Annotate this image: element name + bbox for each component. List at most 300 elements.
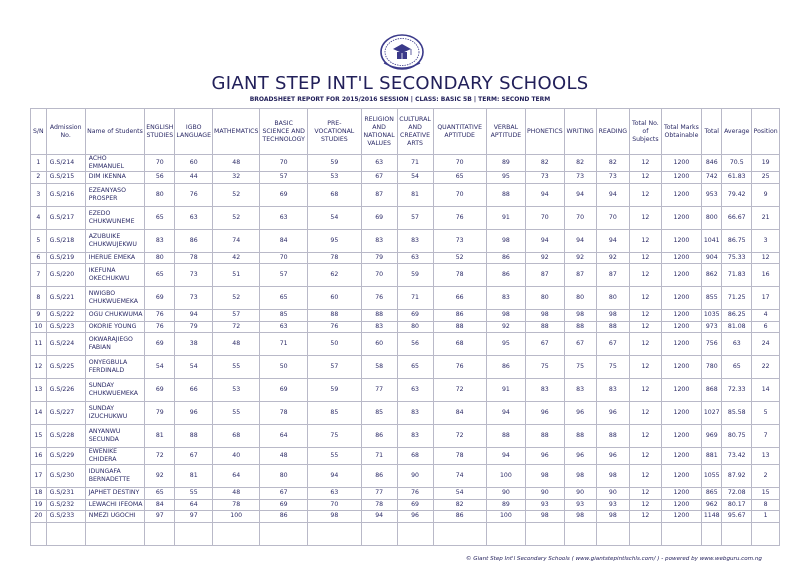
table-cell: 63 [307, 488, 361, 500]
table-cell: 18 [31, 488, 47, 500]
table-cell: 80 [397, 321, 433, 333]
table-cell: 53 [213, 379, 260, 402]
table-cell: 94 [486, 448, 525, 465]
table-cell: 94 [564, 229, 596, 252]
table-cell: 72.08 [722, 488, 752, 500]
table-cell: 96 [175, 402, 213, 425]
table-cell: 76 [397, 488, 433, 500]
table-cell: 80 [564, 287, 596, 310]
table-cell: 80.75 [722, 425, 752, 448]
table-cell: 74 [433, 465, 486, 488]
table-cell: 13 [31, 379, 47, 402]
table-cell: 80 [145, 252, 175, 264]
table-cell: 70 [260, 252, 308, 264]
table-cell: 86 [486, 264, 525, 287]
school-name: GIANT STEP INT'L SECONDARY SCHOOLS [211, 73, 589, 94]
table-cell: 1200 [661, 252, 702, 264]
table-cell: 88 [525, 321, 564, 333]
table-cell: 11 [31, 333, 47, 356]
table-cell: 14 [752, 379, 780, 402]
admission-no-cell: G.S/231 [46, 488, 85, 500]
table-cell: 62 [307, 264, 361, 287]
admission-no-cell: G.S/215 [46, 172, 85, 184]
table-cell: 9 [752, 183, 780, 206]
table-cell: 1 [31, 155, 47, 172]
table-cell: 86 [486, 252, 525, 264]
table-cell: 5 [31, 229, 47, 252]
table-cell: 6 [752, 321, 780, 333]
table-cell: 12 [630, 172, 662, 184]
table-cell: 73 [175, 264, 213, 287]
table-cell: 1200 [661, 379, 702, 402]
admission-no-cell: G.S/225 [46, 356, 85, 379]
table-cell: 13 [752, 448, 780, 465]
table-cell: 38 [175, 333, 213, 356]
table-cell: 1200 [661, 511, 702, 523]
table-cell: 42 [213, 252, 260, 264]
table-cell: 1200 [661, 172, 702, 184]
table-cell: 19 [752, 155, 780, 172]
table-cell: 78 [260, 402, 308, 425]
table-cell: 71 [361, 448, 397, 465]
table-cell: 69 [260, 183, 308, 206]
empty-cell [564, 522, 596, 545]
table-cell: 94 [175, 310, 213, 322]
table-cell: 87.92 [722, 465, 752, 488]
table-cell: 88 [307, 310, 361, 322]
empty-cell [486, 522, 525, 545]
table-cell: 1200 [661, 402, 702, 425]
table-cell: 59 [307, 155, 361, 172]
table-cell: 48 [260, 448, 308, 465]
table-cell: 96 [525, 448, 564, 465]
table-cell: 78 [361, 499, 397, 511]
table-cell: 72 [145, 448, 175, 465]
table-cell: 1041 [702, 229, 722, 252]
table-cell: 63 [397, 252, 433, 264]
table-cell: 90 [525, 488, 564, 500]
empty-cell [31, 522, 47, 545]
table-cell: 91 [486, 379, 525, 402]
table-cell: 94 [486, 402, 525, 425]
table-cell: 4 [31, 206, 47, 229]
table-cell: 12 [752, 252, 780, 264]
table-cell: 19 [31, 499, 47, 511]
table-cell: 70 [525, 206, 564, 229]
admission-no-cell: G.S/221 [46, 287, 85, 310]
table-cell: 83 [486, 287, 525, 310]
table-cell: 12 [630, 488, 662, 500]
table-cell: 12 [630, 310, 662, 322]
table-cell: 80 [145, 183, 175, 206]
table-cell: 92 [486, 321, 525, 333]
table-cell: 86 [486, 356, 525, 379]
table-row [31, 425, 780, 448]
table-cell: 14 [31, 402, 47, 425]
table-row [31, 172, 780, 184]
table-cell: 65 [433, 172, 486, 184]
table-cell: 98 [596, 511, 630, 523]
student-name-cell: ANYANWU SECUNDA [85, 425, 145, 448]
table-cell: 98 [596, 465, 630, 488]
table-row [31, 499, 780, 511]
table-cell: 3 [752, 229, 780, 252]
table-cell: 84 [145, 499, 175, 511]
table-cell: 95.67 [722, 511, 752, 523]
table-cell: 52 [213, 287, 260, 310]
table-cell: 72 [213, 321, 260, 333]
table-cell: 86 [361, 425, 397, 448]
table-cell: 12 [31, 356, 47, 379]
table-cell: 1 [752, 511, 780, 523]
table-cell: 3 [31, 183, 47, 206]
table-cell: 17 [752, 287, 780, 310]
table-cell: 12 [630, 511, 662, 523]
table-cell: 1200 [661, 448, 702, 465]
table-cell: 74 [213, 229, 260, 252]
column-header: Admission No. [46, 109, 85, 155]
table-row [31, 379, 780, 402]
table-cell: 780 [702, 356, 722, 379]
table-cell: 846 [702, 155, 722, 172]
table-cell: 80 [260, 465, 308, 488]
empty-cell [433, 522, 486, 545]
student-name-cell: EZEDO CHUKWUNEME [85, 206, 145, 229]
table-cell: 75.33 [722, 252, 752, 264]
table-cell: 25 [752, 172, 780, 184]
table-cell: 86 [260, 511, 308, 523]
school-crest-icon [379, 33, 425, 71]
table-cell: 15 [752, 488, 780, 500]
table-cell: 76 [145, 310, 175, 322]
table-cell: 742 [702, 172, 722, 184]
column-header: PHONETICS [525, 109, 564, 155]
table-cell: 8 [31, 287, 47, 310]
table-cell: 88 [361, 310, 397, 322]
table-cell: 54 [175, 356, 213, 379]
table-cell: 12 [630, 252, 662, 264]
table-row [31, 488, 780, 500]
table-cell: 60 [361, 333, 397, 356]
table-cell: 82 [433, 499, 486, 511]
table-cell: 72 [433, 425, 486, 448]
column-header: WRITING [564, 109, 596, 155]
table-cell: 8 [752, 499, 780, 511]
table-cell: 72 [433, 379, 486, 402]
table-cell: 65 [145, 206, 175, 229]
table-cell: 54 [145, 356, 175, 379]
table-cell: 12 [630, 321, 662, 333]
table-cell: 94 [596, 229, 630, 252]
table-cell: 24 [752, 333, 780, 356]
table-cell: 868 [702, 379, 722, 402]
table-cell: 12 [630, 425, 662, 448]
table-cell: 855 [702, 287, 722, 310]
table-cell: 70 [145, 155, 175, 172]
student-name-cell: LEWACHI IFEOMA [85, 499, 145, 511]
table-cell: 94 [525, 229, 564, 252]
table-cell: 881 [702, 448, 722, 465]
table-cell: 50 [260, 356, 308, 379]
table-cell: 70 [564, 206, 596, 229]
table-cell: 22 [752, 356, 780, 379]
table-cell: 12 [630, 402, 662, 425]
table-cell: 96 [596, 448, 630, 465]
table-cell: 73.42 [722, 448, 752, 465]
table-row [31, 402, 780, 425]
student-name-cell: ONYEGBULA FERDINALD [85, 356, 145, 379]
table-cell: 15 [31, 425, 47, 448]
table-cell: 85 [361, 402, 397, 425]
table-cell: 12 [630, 356, 662, 379]
table-cell: 12 [630, 183, 662, 206]
table-cell: 904 [702, 252, 722, 264]
table-cell: 73 [525, 172, 564, 184]
table-cell: 80 [525, 287, 564, 310]
table-cell: 69 [361, 206, 397, 229]
student-name-cell: OKWARAJIEGO FABIAN [85, 333, 145, 356]
table-cell: 85 [307, 402, 361, 425]
table-cell: 94 [361, 511, 397, 523]
table-body [31, 155, 780, 546]
table-cell: 1200 [661, 183, 702, 206]
table-cell: 63 [175, 206, 213, 229]
table-cell: 1200 [661, 356, 702, 379]
student-name-cell: OGU CHUKWUMA [85, 310, 145, 322]
table-cell: 55 [307, 448, 361, 465]
table-cell: 68 [433, 333, 486, 356]
column-header: Total No. of Subjects [630, 109, 662, 155]
table-cell: 1200 [661, 229, 702, 252]
table-cell: 70 [361, 264, 397, 287]
table-cell: 69 [145, 379, 175, 402]
table-cell: 98 [525, 310, 564, 322]
empty-cell [752, 522, 780, 545]
table-cell: 88 [486, 183, 525, 206]
table-cell: 70 [307, 499, 361, 511]
table-cell: 96 [564, 448, 596, 465]
table-cell: 63 [397, 379, 433, 402]
table-cell: 57 [260, 172, 308, 184]
table-cell: 93 [596, 499, 630, 511]
table-cell: 76 [175, 183, 213, 206]
table-cell: 969 [702, 425, 722, 448]
table-cell: 92 [145, 465, 175, 488]
table-cell: 96 [397, 511, 433, 523]
table-cell: 70.5 [722, 155, 752, 172]
table-cell: 862 [702, 264, 722, 287]
table-cell: 48 [213, 333, 260, 356]
table-cell: 57 [397, 206, 433, 229]
table-cell: 98 [525, 511, 564, 523]
table-cell: 52 [433, 252, 486, 264]
table-cell: 63 [260, 206, 308, 229]
table-cell: 50 [307, 333, 361, 356]
column-header: MATHEMATICS [213, 109, 260, 155]
table-cell: 85.58 [722, 402, 752, 425]
empty-cell [525, 522, 564, 545]
table-cell: 70 [433, 155, 486, 172]
table-cell: 83 [397, 425, 433, 448]
table-row [31, 229, 780, 252]
table-cell: 79 [145, 402, 175, 425]
footer-credit: © Giant Step Int'l Secondary Schools ( www.giantstepintlschls.com/ ) - powered by www.webguru.com.ng [465, 556, 762, 562]
table-cell: 63 [361, 155, 397, 172]
column-header: CULTURAL AND CREATIVE ARTS [397, 109, 433, 155]
table-row [31, 183, 780, 206]
table-cell: 59 [307, 379, 361, 402]
empty-cell [85, 522, 145, 545]
admission-no-cell: G.S/219 [46, 252, 85, 264]
table-cell: 71 [397, 287, 433, 310]
table-cell: 75 [596, 356, 630, 379]
student-name-cell: NMEZI UGOCHI [85, 511, 145, 523]
table-cell: 64 [175, 499, 213, 511]
table-cell: 89 [486, 499, 525, 511]
table-cell: 1200 [661, 310, 702, 322]
table-cell: 86 [433, 310, 486, 322]
table-cell: 96 [564, 402, 596, 425]
column-header: QUANTITATIVE APTITUDE [433, 109, 486, 155]
table-cell: 63 [260, 321, 308, 333]
table-cell: 56 [397, 333, 433, 356]
column-header: Total Marks Obtainable [661, 109, 702, 155]
column-header: Name of Students [85, 109, 145, 155]
empty-cell [596, 522, 630, 545]
table-cell: 90 [596, 488, 630, 500]
table-cell: 98 [307, 511, 361, 523]
column-header: READING [596, 109, 630, 155]
table-cell: 1200 [661, 206, 702, 229]
table-cell: 75 [564, 356, 596, 379]
table-cell: 75 [307, 425, 361, 448]
column-header: ENGLISH STUDIES [145, 109, 175, 155]
admission-no-cell: G.S/224 [46, 333, 85, 356]
table-cell: 79 [361, 252, 397, 264]
table-cell: 84 [433, 402, 486, 425]
table-cell: 54 [397, 172, 433, 184]
table-cell: 72.33 [722, 379, 752, 402]
table-cell: 7 [31, 264, 47, 287]
table-row [31, 287, 780, 310]
table-cell: 65 [145, 264, 175, 287]
table-cell: 67 [564, 333, 596, 356]
table-cell: 17 [31, 465, 47, 488]
column-header: S/N [31, 109, 47, 155]
table-cell: 51 [213, 264, 260, 287]
table-cell: 60 [307, 287, 361, 310]
table-cell: 79.42 [722, 183, 752, 206]
student-name-cell: EZEANYASO PROSPER [85, 183, 145, 206]
table-cell: 68 [213, 425, 260, 448]
table-cell: 78 [433, 448, 486, 465]
table-cell: 1200 [661, 155, 702, 172]
table-cell: 71.25 [722, 287, 752, 310]
table-cell: 12 [630, 499, 662, 511]
column-header: RELIGION AND NATIONAL VALUES [361, 109, 397, 155]
empty-cell [702, 522, 722, 545]
table-cell: 87 [361, 183, 397, 206]
table-cell: 67 [525, 333, 564, 356]
table-cell: 48 [213, 155, 260, 172]
table-cell: 55 [175, 488, 213, 500]
table-cell: 60 [175, 155, 213, 172]
table-cell: 55 [213, 402, 260, 425]
table-cell: 78 [307, 252, 361, 264]
table-cell: 58 [361, 356, 397, 379]
table-cell: 973 [702, 321, 722, 333]
admission-no-cell: G.S/229 [46, 448, 85, 465]
empty-cell [46, 522, 85, 545]
table-cell: 40 [213, 448, 260, 465]
column-header: VERBAL APTITUDE [486, 109, 525, 155]
student-name-cell: JAPHET DESTINY [85, 488, 145, 500]
table-cell: 20 [31, 511, 47, 523]
column-header: BASIC SCIENCE AND TECHNOLOGY [260, 109, 308, 155]
table-cell: 69 [260, 379, 308, 402]
student-name-cell: ACHO EMMANUEL [85, 155, 145, 172]
table-cell: 94 [564, 183, 596, 206]
table-cell: 83 [145, 229, 175, 252]
table-cell: 76 [307, 321, 361, 333]
table-cell: 80 [596, 287, 630, 310]
column-header: Average [722, 109, 752, 155]
admission-no-cell: G.S/217 [46, 206, 85, 229]
table-cell: 84 [260, 229, 308, 252]
table-cell: 12 [630, 155, 662, 172]
table-cell: 52 [213, 183, 260, 206]
table-cell: 71 [260, 333, 308, 356]
admission-no-cell: G.S/226 [46, 379, 85, 402]
table-cell: 953 [702, 183, 722, 206]
table-row [31, 321, 780, 333]
empty-cell [260, 522, 308, 545]
table-cell: 91 [486, 206, 525, 229]
table-cell: 93 [525, 499, 564, 511]
table-cell: 54 [433, 488, 486, 500]
table-cell: 1055 [702, 465, 722, 488]
table-cell: 1200 [661, 264, 702, 287]
table-cell: 98 [486, 310, 525, 322]
table-cell: 77 [361, 379, 397, 402]
table-cell: 87 [564, 264, 596, 287]
student-name-cell: SUNDAY IZUCHUKWU [85, 402, 145, 425]
table-cell: 88 [175, 425, 213, 448]
table-cell: 83 [596, 379, 630, 402]
empty-cell [145, 522, 175, 545]
table-cell: 57 [213, 310, 260, 322]
student-name-cell: DIM IKENNA [85, 172, 145, 184]
table-cell: 66 [433, 287, 486, 310]
admission-no-cell: G.S/227 [46, 402, 85, 425]
table-cell: 56 [145, 172, 175, 184]
table-cell: 57 [307, 356, 361, 379]
table-cell: 81 [145, 425, 175, 448]
table-cell: 86.25 [722, 310, 752, 322]
table-cell: 1200 [661, 488, 702, 500]
table-cell: 67 [596, 333, 630, 356]
table-cell: 83 [397, 402, 433, 425]
table-cell: 12 [630, 287, 662, 310]
table-cell: 44 [175, 172, 213, 184]
table-cell: 1200 [661, 499, 702, 511]
table-cell: 83 [361, 321, 397, 333]
table-cell: 81.08 [722, 321, 752, 333]
column-header: IGBO LANGUAGE [175, 109, 213, 155]
column-header: Total [702, 109, 722, 155]
table-cell: 83 [361, 229, 397, 252]
empty-cell [175, 522, 213, 545]
